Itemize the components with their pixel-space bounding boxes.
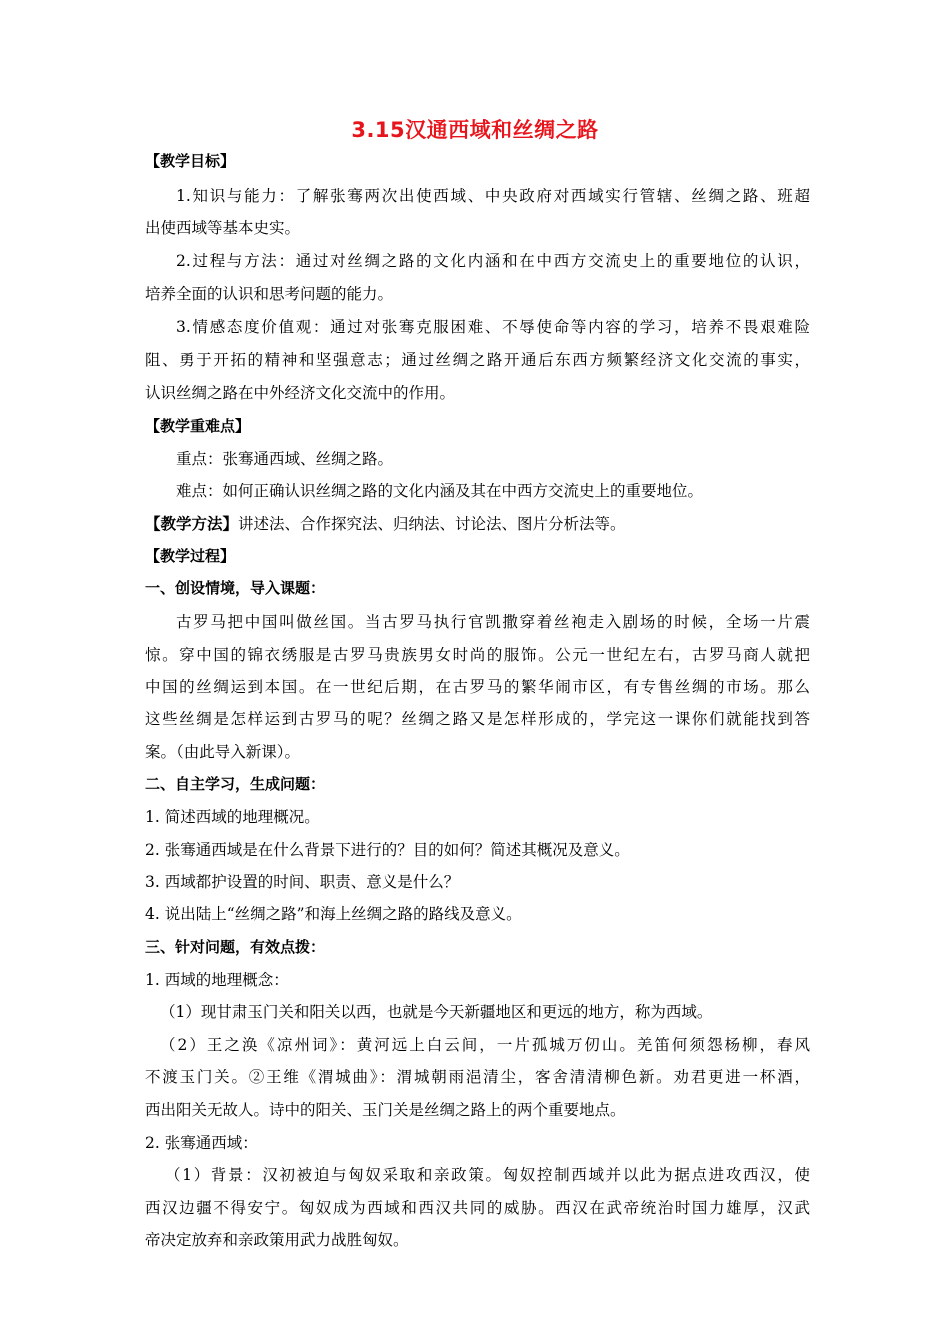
heading-teaching-method: 【教学方法】 [145, 515, 239, 533]
section-3-point-2a-line-1: （1）背景：汉初被迫与匈奴采取和亲政策。匈奴控制西域并以此为据点进攻西汉，使 [165, 1166, 810, 1184]
section-3-point-1b-line-1: （2）王之涣《凉州词》：黄河远上白云间，一片孤城万仞山。羌笛何须怨杨柳，春风 [160, 1036, 810, 1054]
section-1-line-4: 这些丝绸是怎样运到古罗马的呢？丝绸之路又是怎样形成的，学完这一课你们就能找到答 [145, 710, 810, 728]
heading-teaching-process: 【教学过程】 [145, 547, 236, 565]
teaching-method-line [145, 514, 810, 534]
section-1-line-2: 惊。穿中国的锦衣绣服是古罗马贵族男女时尚的服饰。公元一世纪左右，古罗马商人就把 [145, 646, 810, 664]
heading-teaching-goals: 【教学目标】 [145, 152, 236, 170]
section-2-question-1: 1. 简述西域的地理概况。 [145, 808, 320, 826]
difficult-point-line: 难点：如何正确认识丝绸之路的文化内涵及其在中西方交流史上的重要地位。 [176, 482, 704, 500]
section-3-point-1: 1. 西域的地理概念： [145, 971, 289, 989]
section-3-point-1a: （1）现甘肃玉门关和阳关以西，也就是今天新疆地区和更远的地方，称为西域。 [160, 1003, 713, 1021]
section-3-point-1b-line-2: 不渡玉门关。②王维《渭城曲》：渭城朝雨浥清尘，客舍清清柳色新。劝君更进一杯酒， [145, 1068, 810, 1086]
section-3-point-2a-line-2: 西汉边疆不得安宁。匈奴成为西域和西汉共同的威胁。西汉在武帝统治时国力雄厚，汉武 [145, 1199, 810, 1217]
goal-3-line-1: 3.情感态度价值观：通过对张骞克服困难、不辱使命等内容的学习，培养不畏艰难险 [176, 318, 810, 336]
heading-key-points: 【教学重难点】 [145, 417, 251, 435]
goal-3-line-3: 认识丝绸之路在中外经济文化交流中的作用。 [145, 384, 456, 402]
goal-3-line-2: 阻、勇于开拓的精神和坚强意志；通过丝绸之路开通后东西方频繁经济文化交流的事实， [145, 351, 810, 369]
section-3-point-2a-line-3: 帝决定放弃和亲政策用武力战胜匈奴。 [145, 1231, 409, 1249]
goal-1-line-1: 1.知识与能力：了解张骞两次出使西域、中央政府对西域实行管辖、丝绸之路、班超 [176, 187, 810, 205]
goal-2-line-2: 培养全面的认识和思考问题的能力。 [145, 285, 394, 303]
section-2-question-4: 4. 说出陆上“丝绸之路”和海上丝绸之路的路线及意义。 [145, 905, 522, 923]
page-title: 3.15汉通西域和丝绸之路 [351, 118, 599, 142]
section-1-line-5: 案。（由此导入新课）。 [145, 743, 301, 761]
section-2-heading: 二、自主学习，生成问题： [145, 775, 326, 793]
section-3-point-2: 2. 张骞通西域： [145, 1134, 258, 1152]
key-point-line: 重点：张骞通西域、丝绸之路。 [176, 450, 394, 468]
section-3-point-1b-line-3: 西出阳关无故人。诗中的阳关、玉门关是丝绸之路上的两个重要地点。 [145, 1101, 626, 1119]
teaching-method-text: 讲述法、合作探究法、归纳法、讨论法、图片分析法等。 [238, 515, 626, 533]
section-3-heading: 三、针对问题，有效点拨： [145, 938, 326, 956]
section-1-line-3: 中国的丝绸运到本国。在一世纪后期，在古罗马的繁华闹市区，有专售丝绸的市场。那么 [145, 678, 810, 696]
goal-1-line-2: 出使西域等基本史实。 [145, 219, 301, 237]
section-1-heading: 一、创设情境，导入课题： [145, 579, 326, 597]
goal-2-line-1: 2.过程与方法：通过对丝绸之路的文化内涵和在中西方交流史上的重要地位的认识， [176, 252, 810, 270]
section-1-line-1: 古罗马把中国叫做丝国。当古罗马执行官凯撒穿着丝袍走入剧场的时候，全场一片震 [176, 613, 810, 631]
section-2-question-3: 3. 西域都护设置的时间、职责、意义是什么？ [145, 873, 460, 891]
section-2-question-2: 2. 张骞通西域是在什么背景下进行的？目的如何？简述其概况及意义。 [145, 841, 630, 859]
